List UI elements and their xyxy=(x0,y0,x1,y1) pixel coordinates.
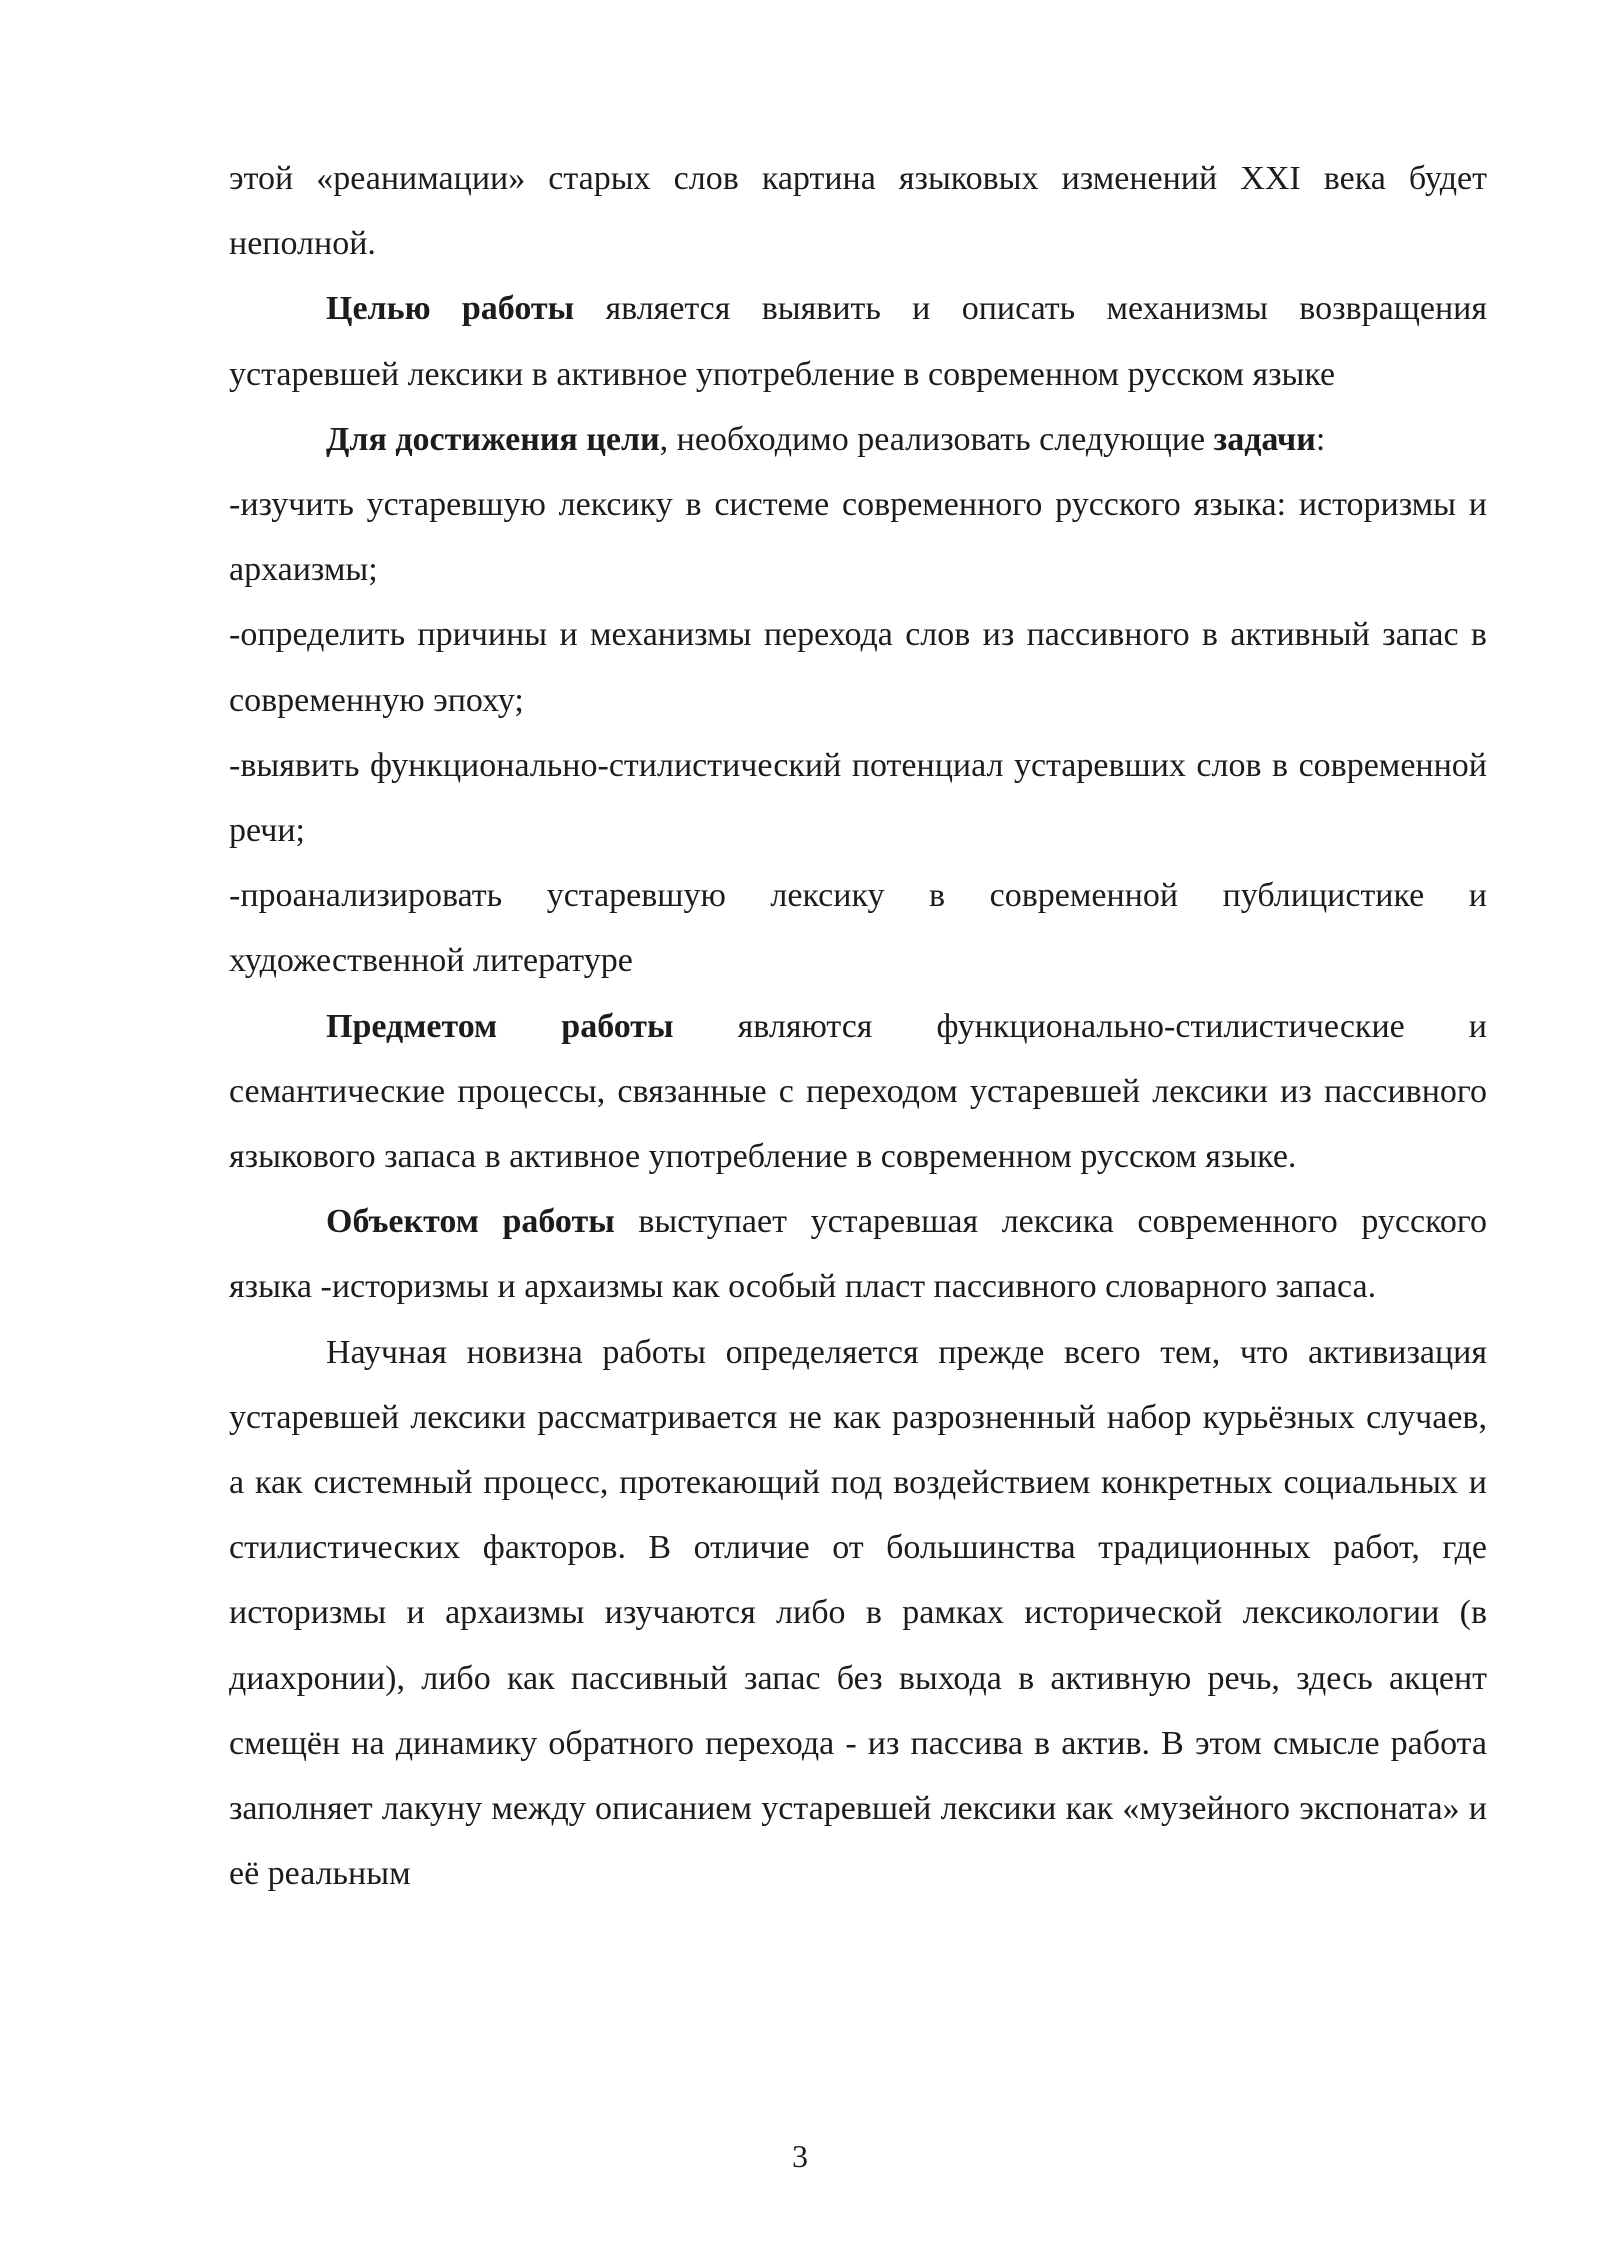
paragraph-subject xyxy=(229,994,1487,1190)
task-text: -выявить функционально-стилистический потенциал устаревших слов в современной речи; xyxy=(229,746,1487,850)
page-number: 3 xyxy=(792,2138,808,2174)
task-text: -изучить устаревшую лексику в системе современного русского языка: историзмы и архаизмы; xyxy=(229,486,1487,589)
paragraph-tasks-intro xyxy=(229,407,1487,472)
task-text: -определить причины и механизмы перехода слов из пассивного в активный запас в современную эпоху; xyxy=(229,616,1487,719)
task-item xyxy=(229,472,1487,602)
subject-heading: Предметом работы xyxy=(326,1007,674,1045)
tasks-intro-text: , необходимо реализовать следующие xyxy=(659,420,1214,458)
goal-text: является выявить и описать механизмы возвращения устаревшей лексики в активное употребление в современном русском языке xyxy=(229,290,1487,393)
object-text: выступает устаревшая лексика современного русского языка -историзмы и архаизмы как особый пласт пассивного словарного запаса. xyxy=(229,1203,1487,1306)
tasks-colon: : xyxy=(1315,420,1326,458)
task-text: -проанализировать устаревшую лексику в современной публицистике и художественной литературе xyxy=(229,877,1487,980)
paragraph-novelty xyxy=(229,1320,1487,1907)
task-item xyxy=(229,733,1487,863)
paragraph-goal xyxy=(229,276,1487,406)
tasks-keyword: задачи xyxy=(1213,420,1316,458)
task-item xyxy=(229,863,1487,993)
object-heading: Объектом работы xyxy=(326,1203,615,1241)
paragraph-object xyxy=(229,1189,1487,1319)
task-item xyxy=(229,602,1487,732)
page-body xyxy=(229,146,1487,1906)
paragraph-text: этой «реанимации» старых слов картина языковых изменений XXI века будет неполной. xyxy=(229,160,1487,263)
subject-text: являются функционально-стилистические и семантические процессы, связанные с переходом устаревшей лексики из пассивного языкового запаса в активное употребление в современном русском языке. xyxy=(229,1007,1487,1176)
goal-heading: Целью работы xyxy=(326,290,575,328)
paragraph-continuation xyxy=(229,146,1487,276)
tasks-heading: Для достижения цели xyxy=(326,420,660,458)
novelty-text: Научная новизна работы определяется прежде всего тем, что активизация устаревшей лексики рассматривается не как разрозненный набор курьёзных случаев, а как системный процесс, протекающий под воздействием конкретных социальных и стилистических факторов. В отличие от большинства традиционных работ, где историзмы и архаизмы изучаются либо в рамках исторической лексикологии (в диахронии), либо как пассивный запас без выхода в активную речь, здесь акцент смещён на динамику обратного перехода - из пассива в актив. В этом смысле работа заполняет лакуну между описанием устаревшей лексики как «музейного экспоната» и её реальным xyxy=(229,1333,1487,1893)
